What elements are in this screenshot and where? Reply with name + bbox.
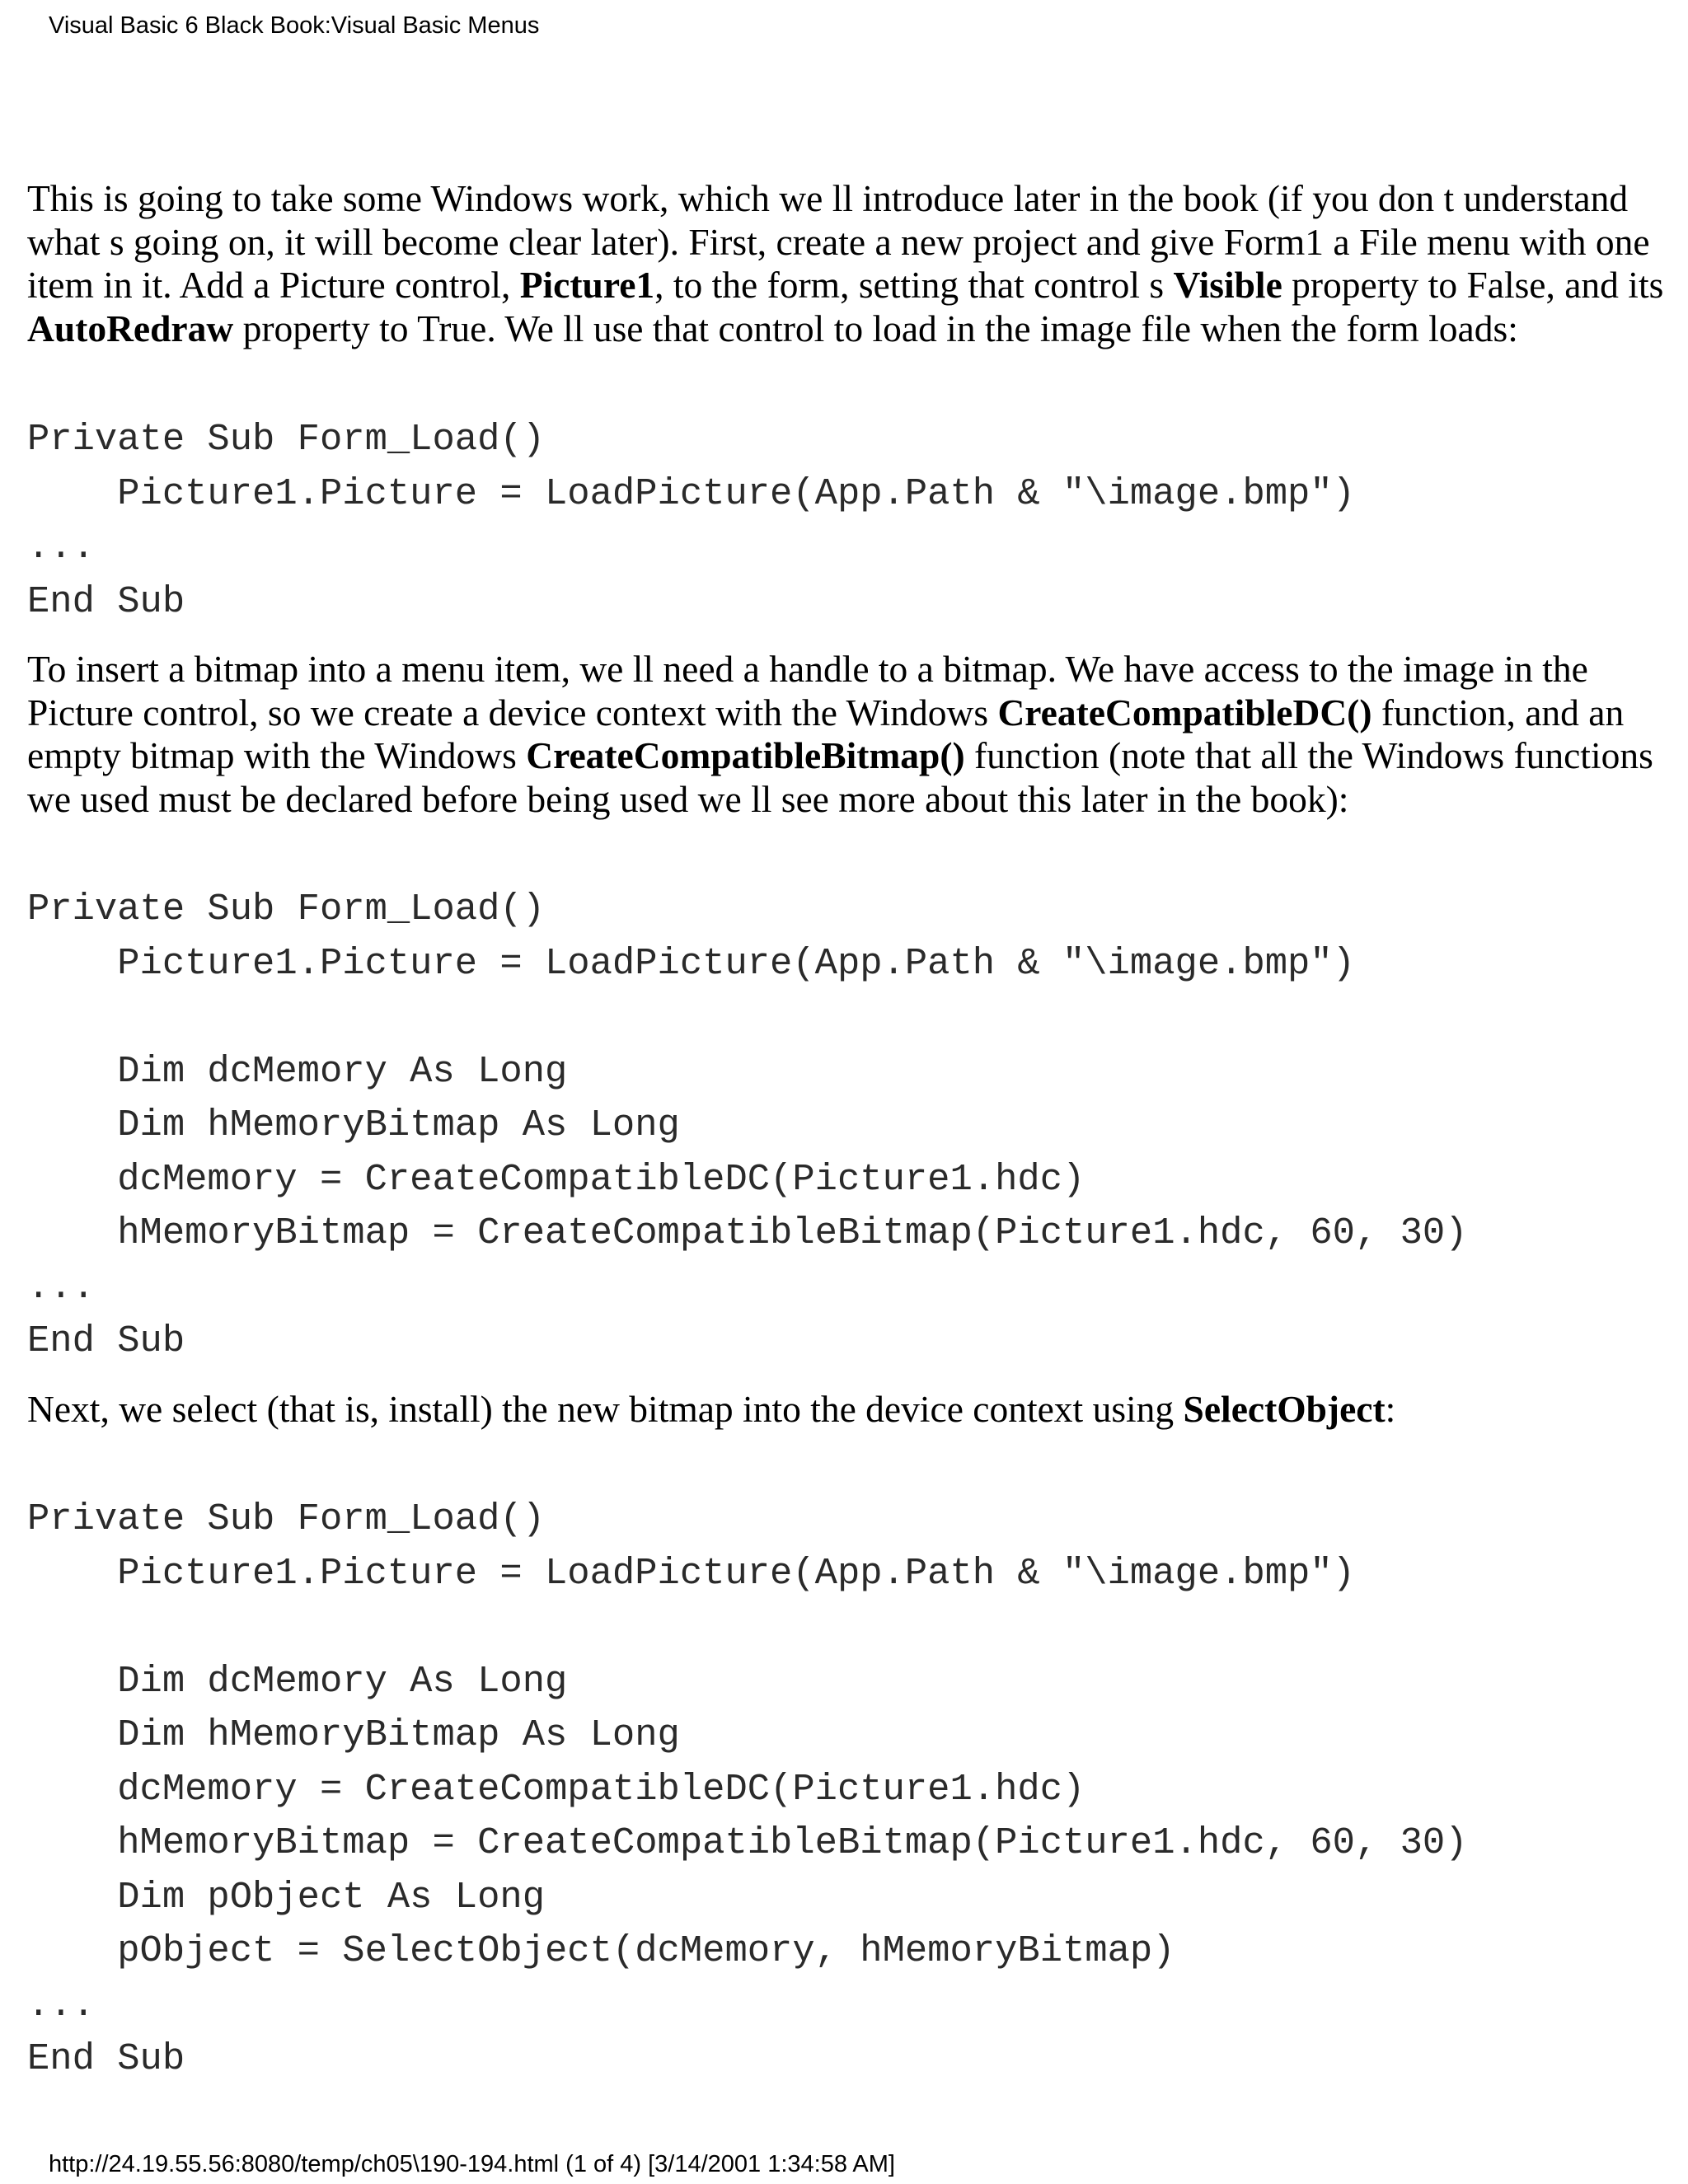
paragraph-intro-text-1: This is going to take some Windows work, which we ll introduce later in the book (if you don t understand what s going on, it will become clear later). First, create a new project and give Form1 a File menu with one item in it. Add a Picture control, (27, 177, 1650, 306)
code-line: pObject = SelectObject(dcMemory, hMemoryBitmap) (27, 1929, 1175, 1972)
paragraph-intro-text-4: property to True. We ll use that control to load in the image file when the form loads: (233, 307, 1518, 349)
code-line: hMemoryBitmap = CreateCompatibleBitmap(Picture1.hdc, 60, 30) (27, 1212, 1468, 1254)
paragraph-bitmap-text-1: To insert a bitmap into a menu item, we ll need a handle to a bitmap. We have access to the image in the Picture control, so we create a device context with the Windows (27, 648, 1588, 733)
paragraph-bitmap-text-2: function, and an empty bitmap with the Windows (27, 691, 1625, 776)
bold-term-visible: Visible (1173, 264, 1282, 306)
code-line: Dim dcMemory As Long (27, 1659, 568, 1703)
paragraph-intro-text-3: property to False, and its (1282, 264, 1664, 306)
paragraph-select-text-1: Next, we select (that is, install) the new bitmap into the device context using (27, 1388, 1184, 1430)
code-line: Dim hMemoryBitmap As Long (27, 1104, 680, 1146)
code-block-2 (27, 883, 1467, 1369)
paragraph-intro (27, 177, 1667, 350)
code-line: Picture1.Picture = LoadPicture(App.Path & "\image.bmp") (27, 471, 1355, 515)
code-line: hMemoryBitmap = CreateCompatibleBitmap(Picture1.hdc, 60, 30) (27, 1821, 1468, 1864)
code-line: ... (27, 526, 95, 569)
code-line: Private Sub Form_Load() (27, 1497, 546, 1540)
code-line: Picture1.Picture = LoadPicture(App.Path & "\image.bmp") (27, 1551, 1355, 1595)
code-line: Private Sub Form_Load() (27, 888, 546, 930)
code-line: Private Sub Form_Load() (27, 418, 546, 461)
bold-term-createcompatibledc: CreateCompatibleDC() (997, 691, 1372, 733)
page-header: Visual Basic 6 Black Book:Visual Basic Menus (49, 12, 540, 39)
code-block-3 (27, 1493, 1467, 2087)
paragraph-intro-text-2: , to the form, setting that control s (654, 264, 1174, 306)
paragraph-bitmap-text-3: function (note that all the Windows functions we used must be declared before being used we ll see more about this later in the book): (27, 734, 1653, 820)
code-line: End Sub (27, 579, 185, 623)
code-line: ... (27, 1983, 95, 2027)
code-line: Dim hMemoryBitmap As Long (27, 1713, 680, 1756)
page-footer-url: http://24.19.55.56:8080/temp/ch05\190-194.html (1 of 4) [3/14/2001 1:34:58 AM] (49, 2151, 895, 2177)
bold-term-autoredraw: AutoRedraw (27, 307, 234, 349)
code-line: dcMemory = CreateCompatibleDC(Picture1.hdc) (27, 1767, 1085, 1811)
code-line: ... (27, 1265, 95, 1309)
code-line (27, 1601, 1467, 1655)
code-line: dcMemory = CreateCompatibleDC(Picture1.hdc) (27, 1157, 1085, 1201)
code-line: End Sub (27, 1319, 185, 1362)
code-line (27, 991, 1467, 1045)
code-block-1 (27, 413, 1355, 629)
paragraph-select-text-2: : (1385, 1388, 1396, 1430)
code-line: Picture1.Picture = LoadPicture(App.Path & "\image.bmp") (27, 941, 1355, 985)
code-line: End Sub (27, 2037, 185, 2080)
bold-term-createcompatiblebitmap: CreateCompatibleBitmap() (526, 734, 965, 776)
code-line: Dim dcMemory As Long (27, 1049, 568, 1093)
paragraph-bitmap-handle (27, 648, 1667, 821)
paragraph-select-object (27, 1388, 1667, 1432)
bold-term-picture1: Picture1 (519, 264, 655, 306)
code-line: Dim pObject As Long (27, 1875, 546, 1919)
bold-term-selectobject: SelectObject (1183, 1388, 1386, 1430)
